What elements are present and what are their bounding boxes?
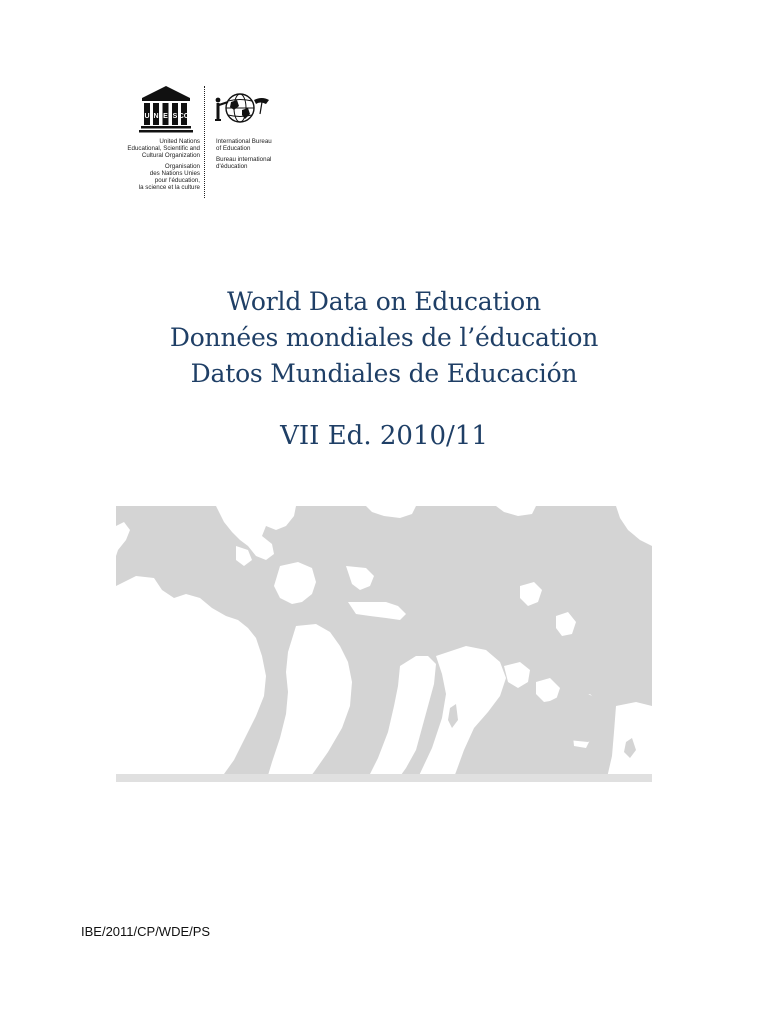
svg-text:N: N — [153, 113, 159, 120]
unesco-caption — [108, 138, 200, 191]
document-code: IBE/2011/CP/WDE/PS — [81, 924, 211, 939]
unesco-letter: U — [144, 113, 150, 120]
ibe-line: d'éducation — [216, 163, 248, 170]
title-english: World Data on Education — [227, 287, 541, 316]
ibe-line: of Education — [216, 145, 251, 152]
svg-text:E: E — [163, 113, 168, 120]
unesco-line: Cultural Organization — [141, 152, 200, 159]
logo-divider — [204, 86, 205, 198]
logo-block — [108, 84, 288, 200]
unesco-line: pour l'éducation, — [154, 177, 200, 184]
unesco-line: Organisation — [164, 163, 200, 170]
edition-label: VII Ed. 2010/11 — [280, 421, 488, 451]
unesco-line: Educational, Scientific and — [127, 145, 200, 152]
ibe-caption — [216, 138, 291, 170]
ibe-globe-logo-icon — [214, 90, 274, 134]
ibe-line: International Bureau — [216, 138, 272, 145]
svg-text:S: S — [172, 113, 178, 120]
unesco-line: des Nations Unies — [149, 170, 200, 177]
unesco-logo-icon — [138, 84, 194, 134]
title-spanish: Datos Mundiales de Educación — [190, 359, 578, 388]
unesco-line: United Nations — [159, 138, 200, 145]
title-french: Données mondiales de l’éducation — [169, 323, 599, 352]
title-block — [0, 284, 768, 454]
svg-text:CO: CO — [178, 113, 190, 120]
ibe-line: Bureau international — [216, 156, 272, 163]
world-map-icon — [116, 506, 652, 782]
world-map-container — [116, 506, 652, 782]
unesco-line: la science et la culture — [138, 184, 200, 191]
